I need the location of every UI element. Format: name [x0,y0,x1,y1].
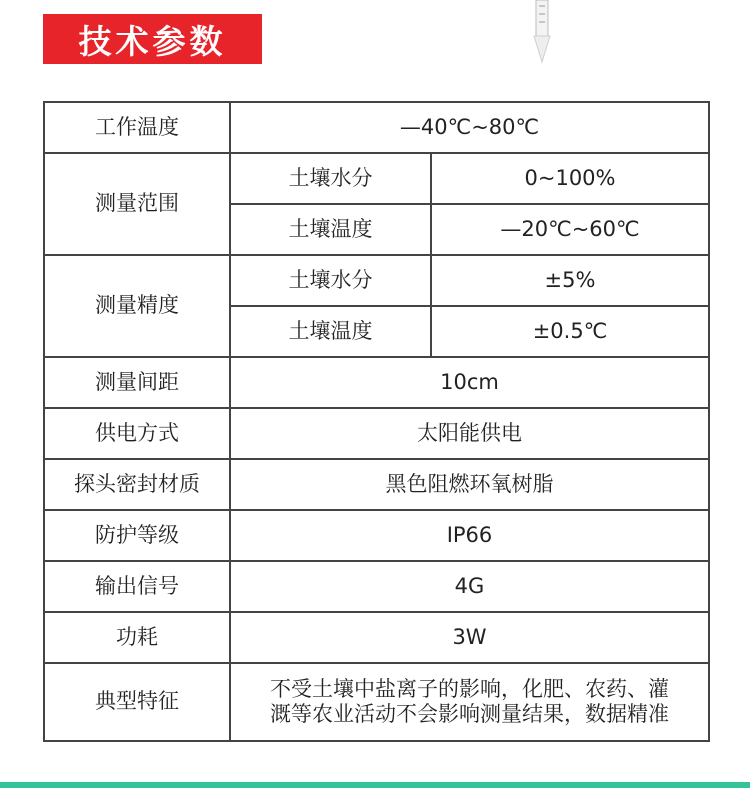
spec-value: —40℃~80℃ [230,102,709,153]
spec-value: ±0.5℃ [431,306,709,357]
feature-line: 溉等农业活动不会影响测量结果，数据精准 [270,702,669,726]
spec-label: 防护等级 [44,510,230,561]
table-row [44,153,709,204]
spec-sublabel: 土壤水分 [230,255,431,306]
spec-label: 输出信号 [44,561,230,612]
spec-label: 工作温度 [44,102,230,153]
spec-label: 典型特征 [44,663,230,741]
spec-value: 10cm [230,357,709,408]
table-row [44,612,709,663]
bottom-accent-bar [0,782,750,788]
table-row [44,102,709,153]
table-row [44,663,709,741]
table-row [44,510,709,561]
table-row [44,408,709,459]
spec-label: 功耗 [44,612,230,663]
spec-label: 探头密封材质 [44,459,230,510]
probe-image [528,0,556,64]
table-row [44,459,709,510]
spec-value: 3W [230,612,709,663]
spec-sublabel: 土壤水分 [230,153,431,204]
table-row [44,255,709,306]
spec-value: ±5% [431,255,709,306]
spec-value: IP66 [230,510,709,561]
section-title: 技术参数 [43,14,262,64]
spec-label: 测量间距 [44,357,230,408]
spec-table [43,101,710,742]
spec-sublabel: 土壤温度 [230,204,431,255]
spec-label: 供电方式 [44,408,230,459]
spec-value: 太阳能供电 [230,408,709,459]
spec-label: 测量精度 [44,255,230,357]
table-row [44,357,709,408]
spec-value: 0~100% [431,153,709,204]
feature-line: 不受土壤中盐离子的影响，化肥、农药、灌 [270,676,669,701]
spec-label: 测量范围 [44,153,230,255]
spec-sublabel: 土壤温度 [230,306,431,357]
table-row [44,561,709,612]
spec-value: 4G [230,561,709,612]
spec-value: 黑色阻燃环氧树脂 [230,459,709,510]
spec-value [230,663,709,741]
spec-value: —20℃~60℃ [431,204,709,255]
